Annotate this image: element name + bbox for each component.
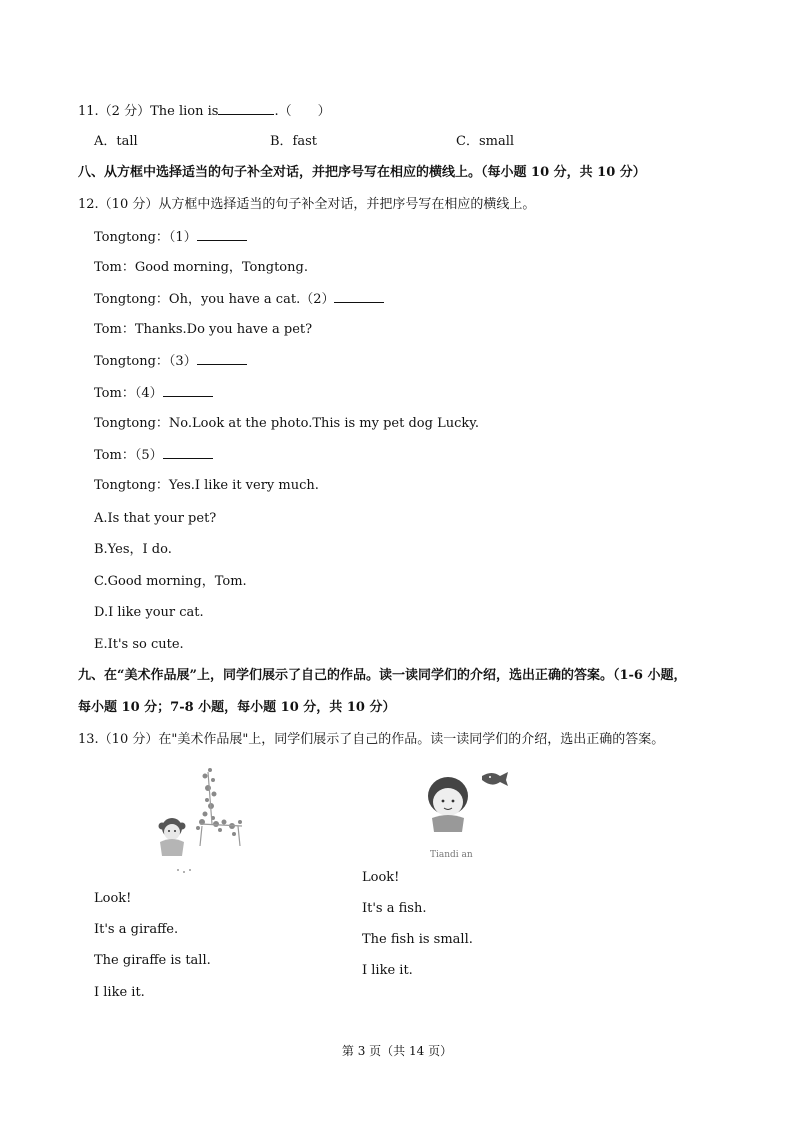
section9-heading-line1: 九、在“美术作品展”上，同学们展示了自己的作品。读一读同学们的介绍，选出正确的答案。（1-6 小题，: [78, 668, 687, 683]
answer-blank[interactable]: [197, 352, 247, 365]
answer-blank[interactable]: [218, 102, 274, 115]
dialogue-text: Tom：（5）: [94, 448, 163, 463]
dialogue-line: [94, 290, 384, 309]
left-text-line: It's a giraffe.: [94, 922, 179, 937]
q11-option-a: A．tall: [94, 134, 138, 149]
right-text-line: I like it.: [362, 963, 413, 978]
choice-a: A.Is that your pet?: [94, 511, 217, 526]
right-text-line: The fish is small.: [362, 932, 473, 947]
dialogue-line: [94, 384, 213, 403]
answer-blank[interactable]: [334, 290, 384, 303]
left-text-line: Look!: [94, 891, 132, 906]
dialogue-text: Tongtong：（3）: [94, 354, 197, 369]
dialogue-line: [94, 446, 213, 465]
dialogue-text: Tom：（4）: [94, 386, 163, 401]
dialogue-line: [94, 352, 247, 371]
section9-heading-line2: 每小题 10 分；7-8 小题，每小题 10 分，共 10 分）: [78, 700, 396, 715]
q11-stem: [78, 102, 331, 121]
left-text-line: The giraffe is tall.: [94, 953, 211, 968]
q11-stem-suffix: .（ ）: [274, 104, 331, 119]
dialogue-line: Tongtong：No.Look at the photo.This is my pet dog Lucky.: [94, 416, 479, 431]
left-text-line: I like it.: [94, 985, 145, 1000]
dialogue-line: [94, 228, 247, 247]
girl-giraffe-drawing: [150, 764, 250, 874]
page-footer: 第 3 页（共 14 页）: [341, 1044, 453, 1058]
choice-c: C.Good morning，Tom.: [94, 574, 247, 589]
q11-option-b: B．fast: [270, 134, 318, 149]
answer-blank[interactable]: [197, 228, 247, 241]
dialogue-line: Tom：Thanks.Do you have a pet?: [94, 322, 313, 337]
q11-option-c: C．small: [456, 134, 515, 149]
q13-stem: 13.（10 分）在"美术作品展"上，同学们展示了自己的作品。读一读同学们的介绍，选出正确的答案。: [78, 732, 665, 747]
dialogue-text: Tongtong：（1）: [94, 230, 197, 245]
section8-heading: 八、从方框中选择适当的句子补全对话，并把序号写在相应的横线上。（每小题 10 分，共 10 分）: [78, 165, 646, 180]
answer-blank[interactable]: [163, 384, 213, 397]
right-text-line: It's a fish.: [362, 901, 427, 916]
choice-d: D.I like your cat.: [94, 605, 204, 620]
right-text-line: Look!: [362, 870, 400, 885]
dialogue-text: Tongtong：Oh，you have a cat.（2）: [94, 292, 335, 307]
dialogue-line: Tom：Good morning，Tongtong.: [94, 260, 308, 275]
drawing-signature: Tiandi an: [430, 850, 473, 860]
q12-stem: 12.（10 分）从方框中选择适当的句子补全对话，并把序号写在相应的横线上。: [78, 197, 536, 212]
q11-stem-prefix: 11.（2 分）The lion is: [78, 104, 219, 119]
choice-e: E.It's so cute.: [94, 637, 184, 652]
dialogue-line: Tongtong：Yes.I like it very much.: [94, 478, 319, 493]
answer-blank[interactable]: [163, 446, 213, 459]
choice-b: B.Yes，I do.: [94, 542, 172, 557]
